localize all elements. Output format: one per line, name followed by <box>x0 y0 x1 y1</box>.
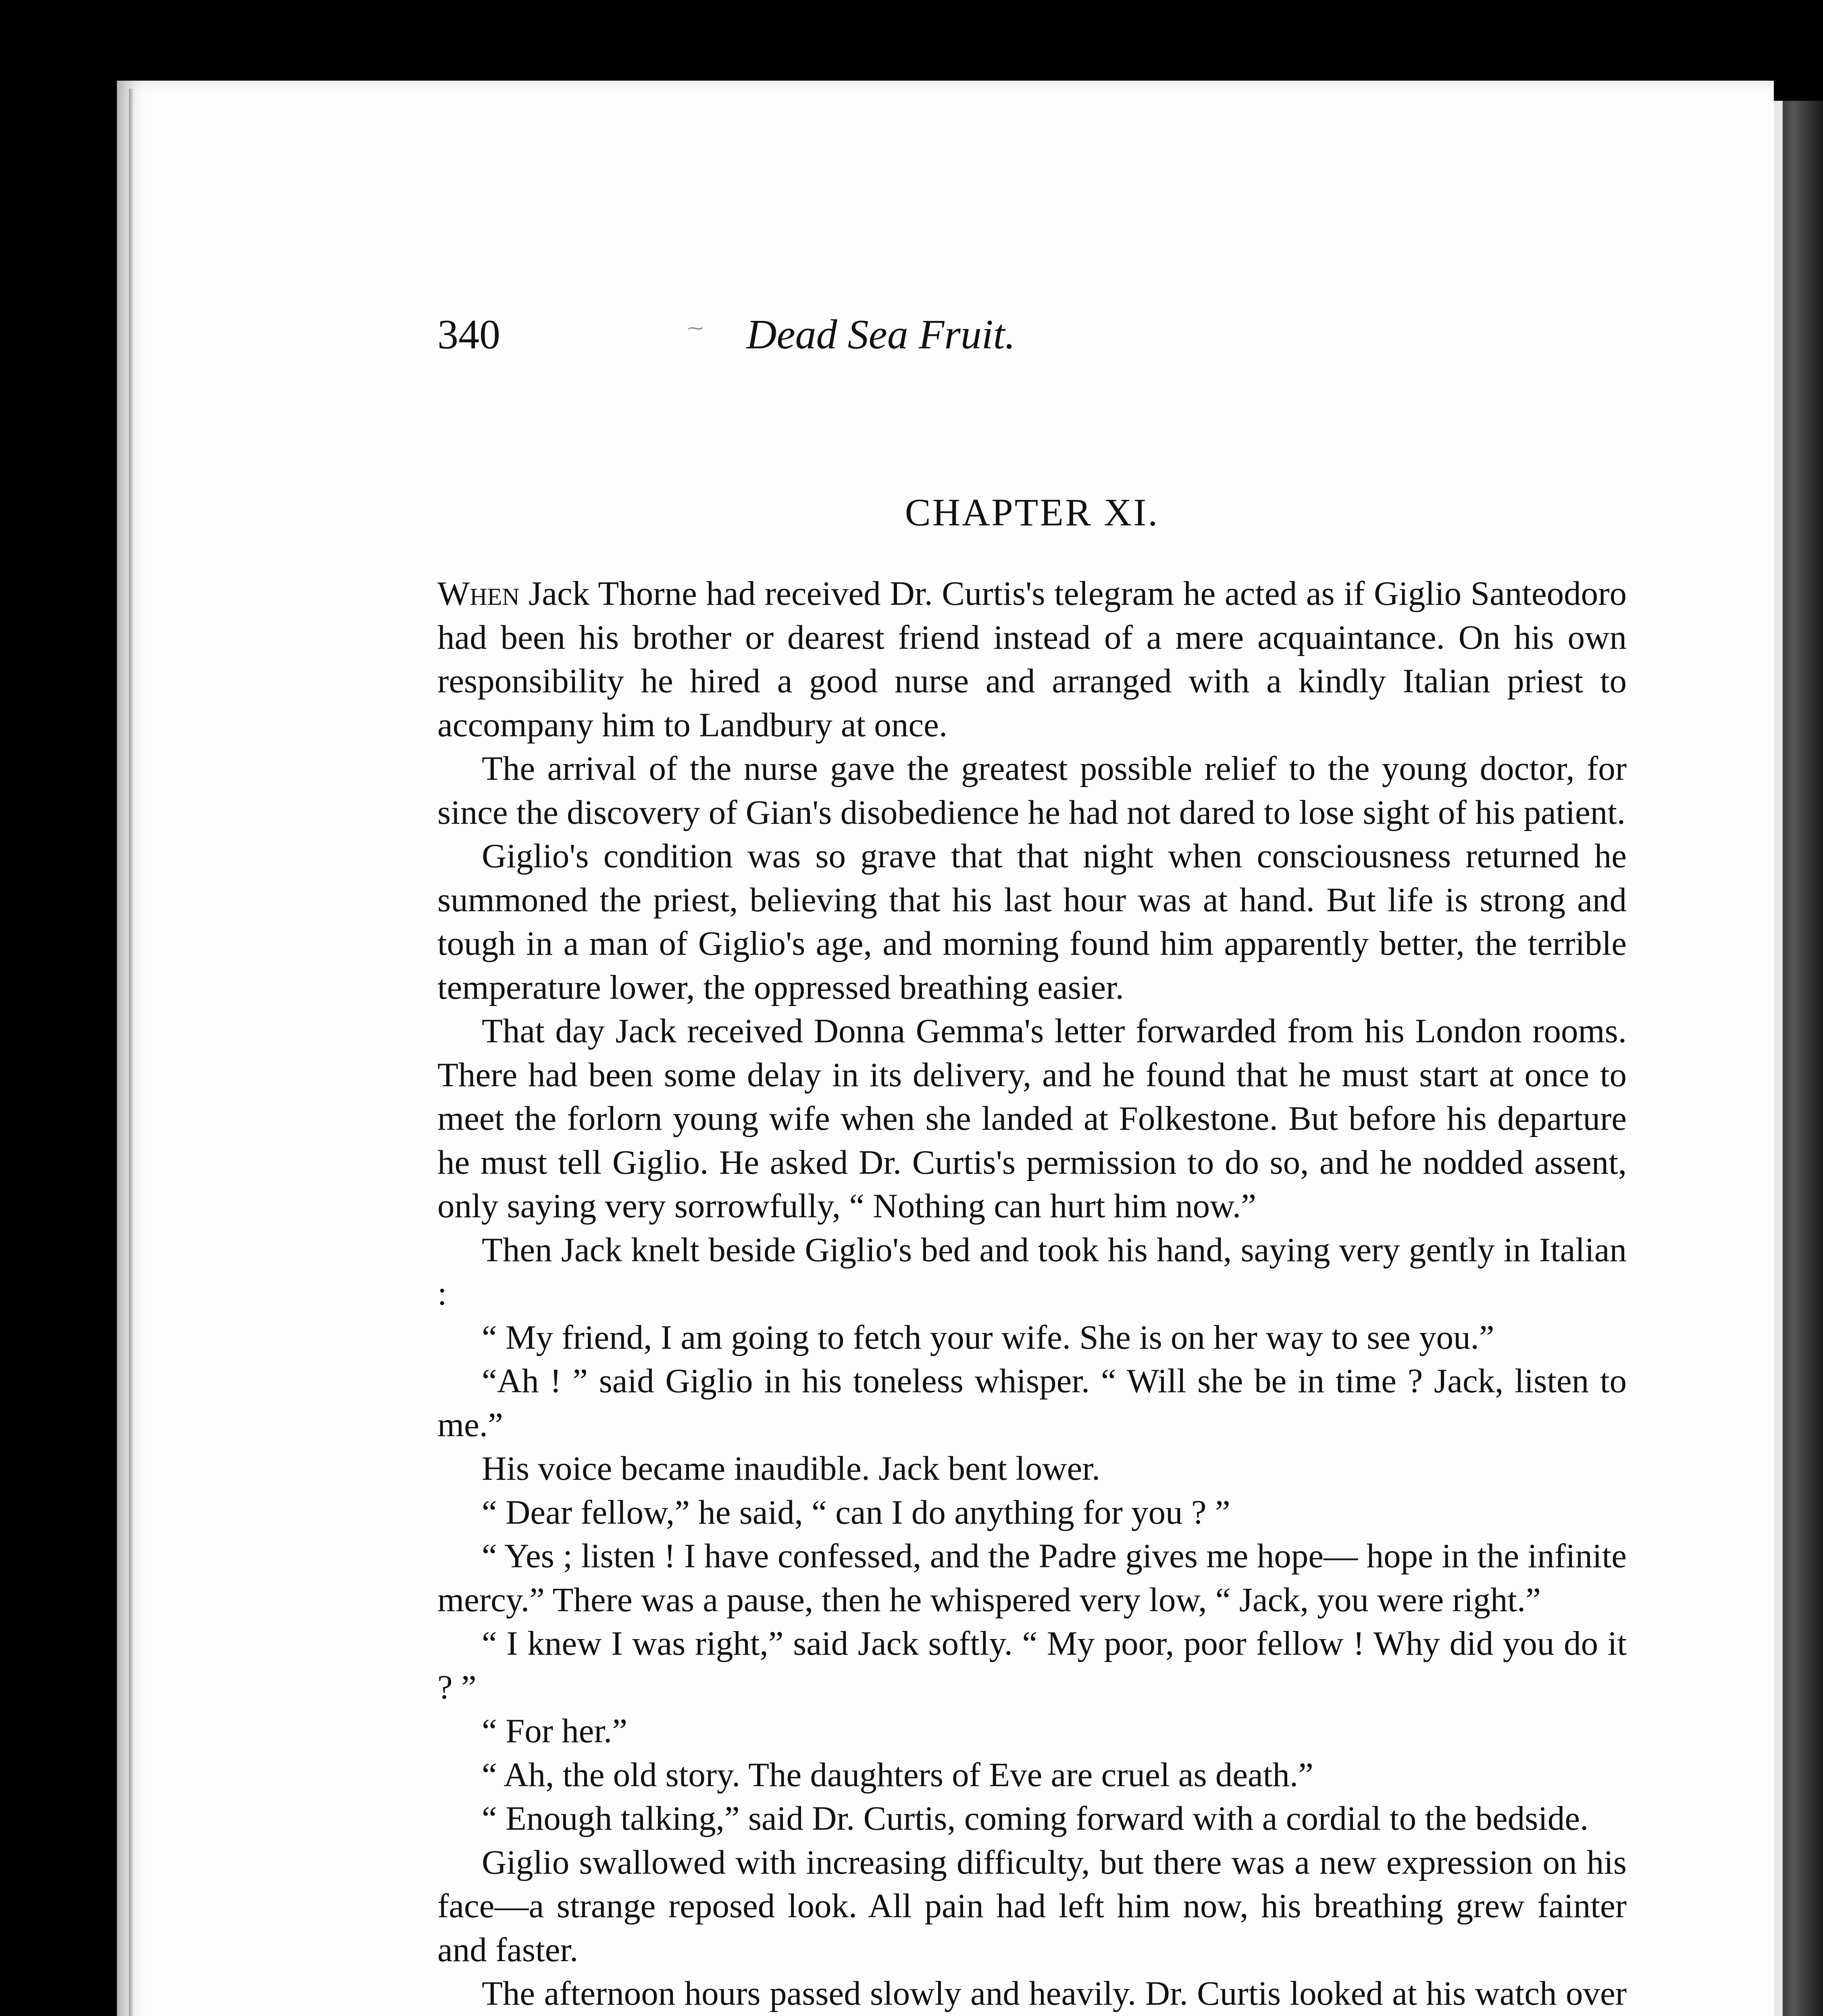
paragraph: “ Dear fellow,” he said, “ can I do anything for you ? ” <box>482 1493 1230 1531</box>
scan-smudge-mark: ⁓ <box>687 319 703 337</box>
page-gutter <box>129 89 133 2016</box>
running-title: Dead Sea Fruit. <box>746 311 1016 358</box>
paragraph: The arrival of the nurse gave the greatest possible relief to the young doctor, for since the discovery of Gian's disobedience he had not dared to lose sight of his patient. <box>437 750 1627 831</box>
paragraph-text: Jack Thorne had received Dr. Curtis's telegram he acted as if Giglio Santeodoro had been his brother or dearest friend instead of a mere acquaintance. On his own responsibility he hired a good nurse and arranged with a kindly Italian priest to accompany him to Landbury at once. <box>437 575 1627 744</box>
paragraph: “ My friend, I am going to fetch your wife. She is on her way to see you.” <box>482 1318 1494 1356</box>
page-number: 340 <box>437 311 500 358</box>
paragraph: “ Yes ; listen ! I have confessed, and the Padre gives me hope— hope in the infinite mercy.” There was a pause, then he whispered very low, “ Jack, you were right.” <box>437 1537 1627 1619</box>
paragraph: His voice became inaudible. Jack bent lower. <box>482 1450 1101 1487</box>
paragraph: “ Enough talking,” said Dr. Curtis, coming forward with a cordial to the bedside. <box>482 1799 1589 1837</box>
paragraph: The afternoon hours passed slowly and heavily. Dr. Curtis looked at his watch over <box>482 1974 1627 2012</box>
paragraph: That day Jack received Donna Gemma's letter forwarded from his London rooms. There had been some delay in its delivery, and he found that he must start at once to meet the forlorn young wife when she landed at Folkestone. But before his departure he must tell Giglio. He asked Dr. Curtis's permission to do so, and he nodded assent, only saying very sorrowfully, “ Nothing can hurt him now.” <box>437 1012 1627 1225</box>
opening-word: When <box>437 575 520 612</box>
paragraph: Giglio's condition was so grave that that night when consciousness returned he summoned the priest, believing that his last hour was at hand. But life is strong and tough in a man of Giglio's age, and morning found him apparently better, the terrible temperature lower, the oppressed breathing easier. <box>437 837 1627 1006</box>
paragraph: Giglio swallowed with increasing difficulty, but there was a new expression on his face—a strange reposed look. All pain had left him now, his breathing grew fainter and faster. <box>437 1843 1627 1969</box>
paragraph: “Ah ! ” said Giglio in his toneless whisper. “ Will she be in time ? Jack, listen to me.” <box>437 1362 1627 1444</box>
paragraph: “ Ah, the old story. The daughters of Eve are cruel as death.” <box>482 1756 1313 1794</box>
page-edge-highlight <box>1774 101 1783 2016</box>
paragraph: Then Jack knelt beside Giglio's bed and took his hand, saying very gently in Italian : <box>437 1231 1627 1312</box>
paragraph: “ I knew I was right,” said Jack softly. “ My poor, poor fellow ! Why did you do it ? ” <box>437 1624 1627 1706</box>
paragraph <box>437 572 1627 747</box>
body-text <box>437 572 1627 2016</box>
chapter-heading: CHAPTER XI. <box>905 491 1159 534</box>
running-head <box>437 310 1224 371</box>
paragraph: “ For her.” <box>482 1712 628 1750</box>
